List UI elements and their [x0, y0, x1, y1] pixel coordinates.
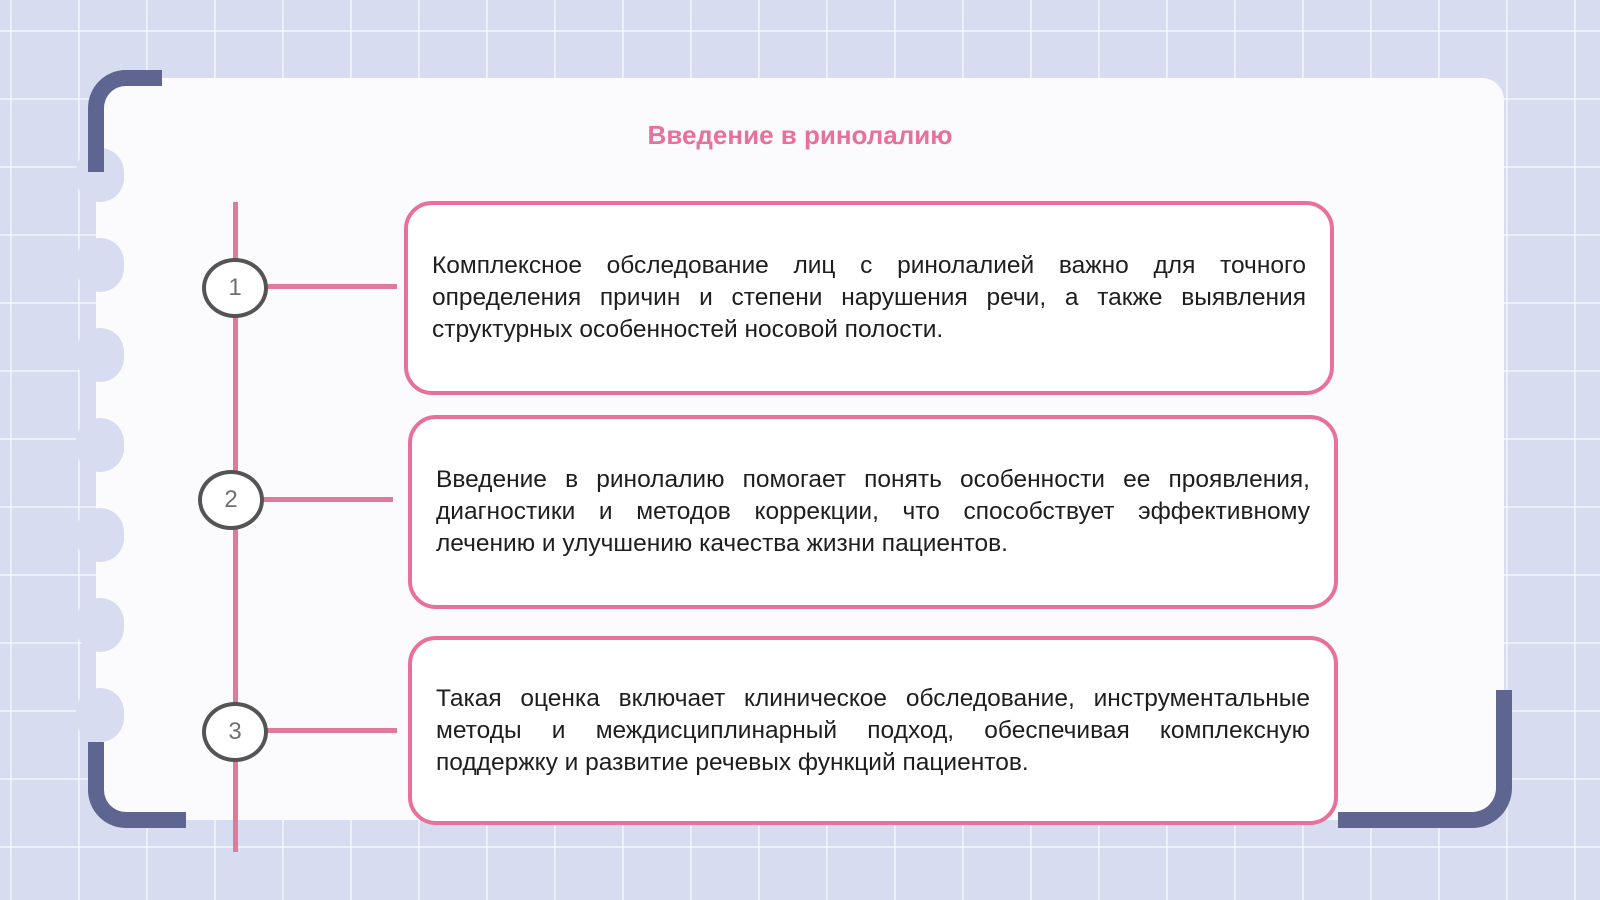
timeline-connector — [258, 497, 393, 502]
binding-notch — [76, 238, 124, 292]
step-number-badge — [202, 702, 268, 762]
corner-bracket-top-left — [88, 70, 162, 172]
info-card-text: Такая оценка включает клиническое обследование, инструментальные методы и междисциплинарный подход, обеспечивая комплексную поддержку и развитие речевых функций пациентов. — [436, 684, 1310, 776]
step-number: 2 — [224, 486, 238, 513]
info-card-text: Введение в ринолалию помогает понять особенности ее проявления, диагностики и методов коррекции, что способствует эффективному лечению и улучшению качества жизни пациентов. — [436, 466, 1310, 557]
step-number: 3 — [228, 718, 242, 745]
info-card — [408, 415, 1338, 609]
binding-notch — [76, 418, 124, 472]
binding-notch — [76, 688, 124, 742]
step-number-badge — [202, 258, 268, 318]
info-card — [404, 201, 1334, 395]
corner-bracket-bottom-right — [1338, 690, 1512, 828]
binding-notch — [76, 328, 124, 382]
info-card-text: Комплексное обследование лиц с ринолалией важно для точного определения причин и степени нарушения речи, а также выявления структурных особенностей носовой полости. — [432, 252, 1306, 343]
info-card — [408, 636, 1338, 825]
timeline-connector — [262, 284, 397, 289]
step-number-badge — [198, 470, 264, 530]
binding-notch — [76, 508, 124, 562]
binding-notch — [76, 598, 124, 652]
timeline-connector — [262, 728, 397, 733]
step-number: 1 — [228, 274, 242, 301]
slide-title: Введение в ринолалию — [647, 120, 953, 150]
corner-bracket-bottom-left — [88, 742, 186, 828]
